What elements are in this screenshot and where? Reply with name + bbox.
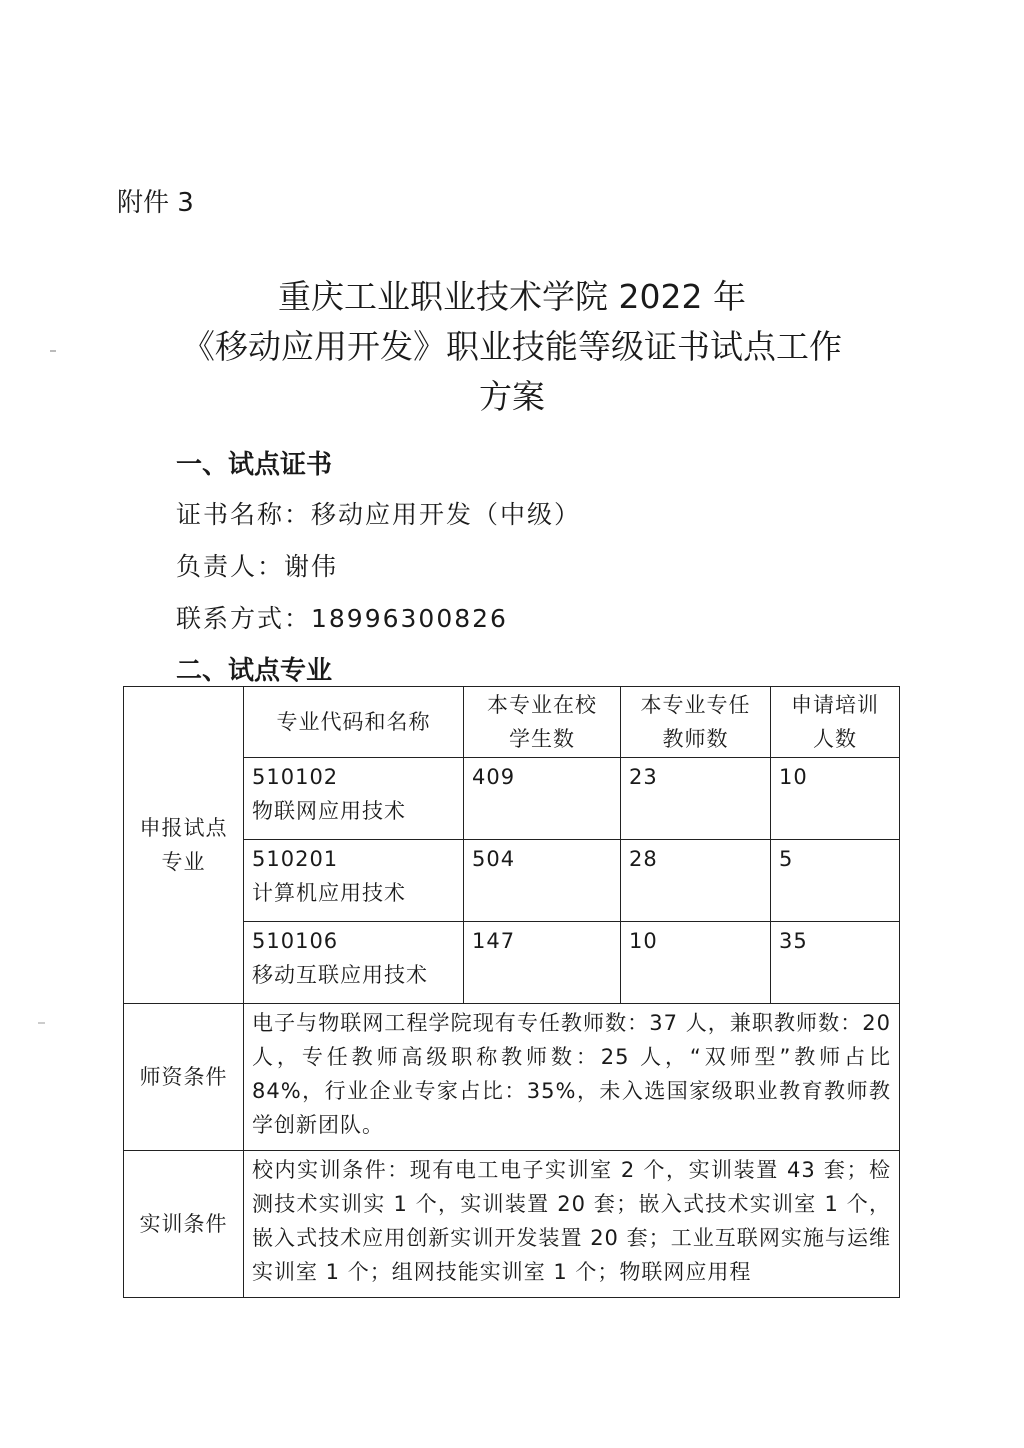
faculty-text: 电子与物联网工程学院现有专任教师数：37 人，兼职教师数：20 人，专任教师高级职称教师数：25 人，“双师型”教师占比 84%，行业企业专家占比：35%，未入选国家级职业教育教师教学创新团队。	[244, 1004, 900, 1151]
owner-line: 负责人：谢伟	[176, 552, 339, 581]
teachers-cell: 28	[621, 840, 771, 922]
training-label: 实训条件	[124, 1151, 244, 1298]
scan-speck	[38, 1022, 45, 1024]
training-text: 校内实训条件：现有电工电子实训室 2 个，实训装置 43 套；检测技术实训实 1 个，实训装置 20 套；嵌入式技术实训室 1 个，嵌入式技术应用创新实训开发装置 20 套；工业互联网实施与运维实训室 1 个；组网技能实训室 1 个；物联网应用程	[244, 1151, 900, 1298]
title-line: 方案	[479, 377, 545, 416]
title-line: 《移动应用开发》职业技能等级证书试点工作	[182, 327, 842, 366]
header-students: 本专业在校 学生数	[464, 687, 621, 758]
students-cell: 504	[464, 840, 621, 922]
students-cell: 409	[464, 758, 621, 840]
section-heading-majors: 二、试点专业	[176, 656, 333, 686]
section-heading-certificate: 一、试点证书	[176, 450, 333, 480]
header-trainees: 申请培训 人数	[771, 687, 900, 758]
scan-speck	[50, 350, 56, 352]
title-line: 重庆工业职业技术学院 2022 年	[278, 277, 746, 316]
trainees-cell: 10	[771, 758, 900, 840]
contact-line: 联系方式：18996300826	[176, 604, 508, 633]
major-cell: 510102 物联网应用技术	[244, 758, 464, 840]
faculty-label: 师资条件	[124, 1004, 244, 1151]
teachers-cell: 10	[621, 922, 771, 1004]
training-row	[124, 1151, 900, 1298]
faculty-row	[124, 1004, 900, 1151]
major-cell: 510106 移动互联应用技术	[244, 922, 464, 1004]
major-cell: 510201 计算机应用技术	[244, 840, 464, 922]
table-header-row	[124, 687, 900, 758]
document-title	[100, 272, 924, 422]
students-cell: 147	[464, 922, 621, 1004]
group-label-pilot-majors: 申报试点 专业	[124, 687, 244, 1004]
teachers-cell: 23	[621, 758, 771, 840]
certificate-name: 证书名称：移动应用开发（中级）	[176, 500, 582, 529]
attachment-label: 附件 3	[117, 188, 194, 218]
header-major: 专业代码和名称	[244, 687, 464, 758]
trainees-cell: 35	[771, 922, 900, 1004]
trainees-cell: 5	[771, 840, 900, 922]
header-teachers: 本专业专任 教师数	[621, 687, 771, 758]
pilot-majors-table	[123, 686, 900, 1298]
